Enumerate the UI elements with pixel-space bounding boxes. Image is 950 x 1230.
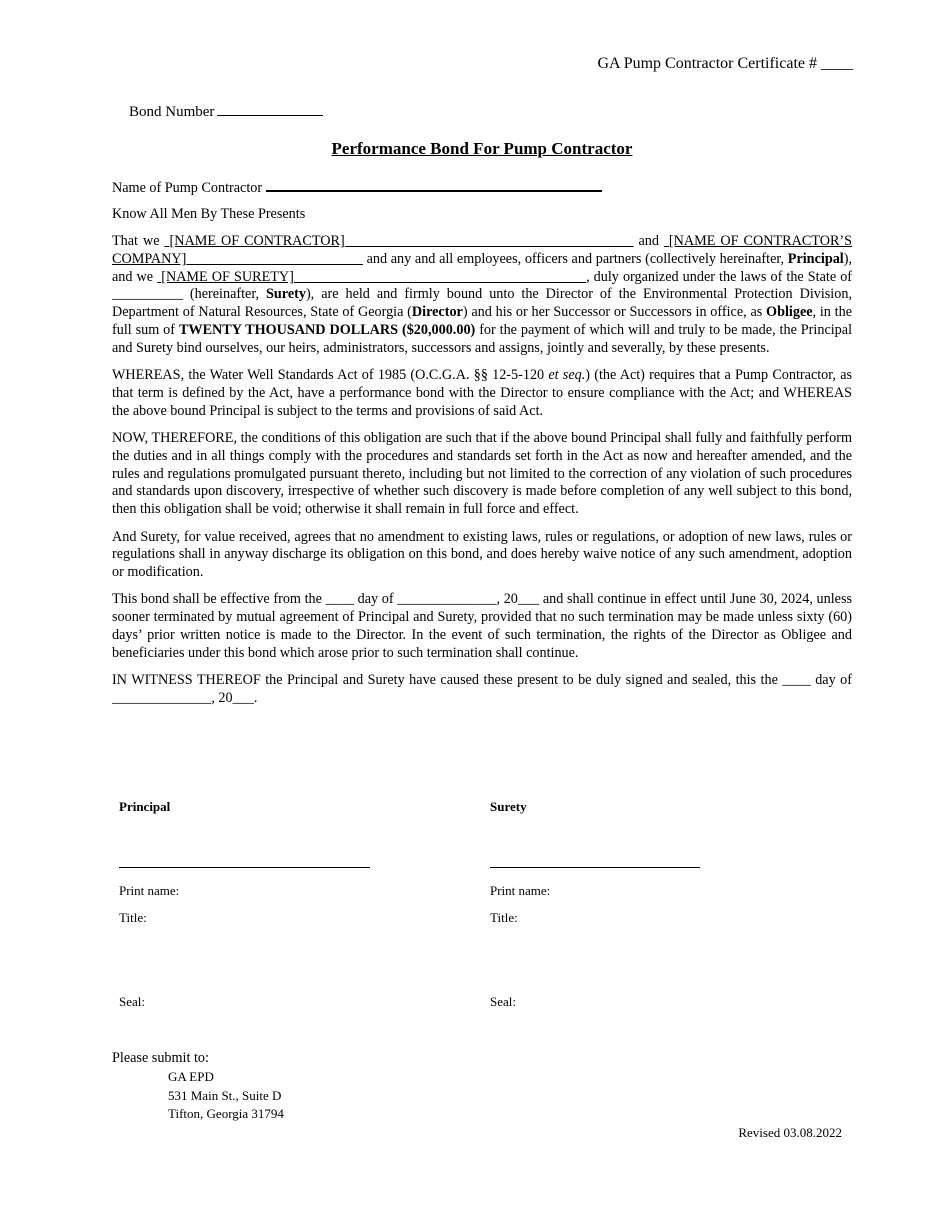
- company-placeholder: [NAME OF CONTRACTOR’S COMPANY]: [112, 233, 853, 267]
- contractor-name-field[interactable]: [266, 178, 602, 192]
- principal-heading: Principal: [119, 799, 171, 814]
- contractor-name-label: Name of Pump Contractor: [112, 180, 263, 196]
- paragraph-witness: IN WITNESS THEREOF the Principal and Surety have caused these present to be duly signed and sealed, this the ____ day of ______________, 20___.: [112, 672, 852, 706]
- surety-placeholder: [NAME OF SURETY]: [161, 268, 294, 285]
- address-line-1: GA EPD: [168, 1069, 214, 1084]
- address-line-2: 531 Main St., Suite D: [168, 1087, 282, 1103]
- paragraph-effective: This bond shall be effective from the ____ day of ______________, 20___ and shall continue in effect until June 30, 2024, unless sooner terminated by mutual agreement of Principal and Surety, provided that no such termination may be made unless sixty (60) days’ prior written notice is made to the Director. In the event of such termination, the rights of the Director as Obligee and beneficiaries under this bond which arose prior to such termination shall continue.: [112, 591, 852, 661]
- paragraph-conditions: NOW, THEREFORE, the conditions of this obligation are such that if the above bound Principal shall fully and faithfully perform the duties and in all things comply with the procedures and standards set forth in the Act as now and hereafter amended, and the rules and regulations promulgated pursuant thereto, including but not limited to the correction of any violation of such procedures and standards upon discovery, irrespective of whether such discovery is made before completion of any well subject to this bond, then this obligation shall be void; otherwise it shall remain in full force and effect.: [112, 430, 852, 518]
- submit-label: Please submit to:: [112, 1050, 209, 1066]
- surety-signature-line[interactable]: [490, 867, 700, 868]
- submit-address: [168, 1068, 284, 1124]
- certificate-number: GA Pump Contractor Certificate # ____: [597, 55, 853, 72]
- bond-number-label: Bond Number: [129, 104, 215, 120]
- principal-signature-line[interactable]: [119, 867, 370, 868]
- know-all-men: Know All Men By These Presents: [112, 205, 306, 222]
- contractor-placeholder: [NAME OF CONTRACTOR]: [169, 233, 345, 250]
- paragraph-parties: That we [NAME OF CONTRACTOR] and [NAME OF CONTRACTOR’S COMPANY] and any and all employees, officers and partners (collectively hereinafter, Principal), and we [NAME OF SURETY] , duly organized under the laws of the State of __________ (hereinafter, Surety), are held and firmly bound unto the Director of the Environmental Protection Division, Department of Natural Resources, State of Georgia (Director) and his or her Successor or Successors in office, as Obligee, in the full sum of TWENTY THOUSAND DOLLARS ($20,000.00) for the payment of which will and truly to be made, the Principal and Surety bind ourselves, our heirs, administrators, successors and assigns, jointly and severally, by these presents.: [112, 233, 853, 356]
- principal-print-name: Print name:: [119, 883, 180, 898]
- paragraph-whereas: WHEREAS, the Water Well Standards Act of 1985 (O.C.G.A. §§ 12-5-120 et seq.) (the Act) requires that a Pump Contractor, as that term is defined by the Act, have a performance bond with the Director to ensure compliance with the Act; and WHEREAS the above bound Principal is subject to the terms and provisions of said Act.: [112, 367, 853, 419]
- principal-seal: Seal:: [119, 994, 145, 1009]
- surety-title: Title:: [490, 910, 518, 925]
- revised-date: Revised 03.08.2022: [738, 1125, 842, 1140]
- contractor-name-line: [112, 178, 852, 198]
- surety-print-name: Print name:: [490, 883, 551, 898]
- bond-body: [112, 178, 852, 717]
- bond-number-field[interactable]: [217, 101, 323, 116]
- surety-seal: Seal:: [490, 994, 516, 1009]
- address-line-3: Tifton, Georgia 31794: [168, 1106, 284, 1121]
- page-title: Performance Bond For Pump Contractor: [331, 139, 633, 158]
- surety-heading: Surety: [490, 799, 527, 814]
- paragraph-amendment: And Surety, for value received, agrees that no amendment to existing laws, rules or regulations, or adoption of new laws, rules or regulations shall in anyway discharge its obligation on this bond, and does hereby waive notice of any such amendment, adoption or modification.: [112, 528, 852, 581]
- principal-title: Title:: [119, 910, 147, 925]
- bond-number: [129, 101, 323, 121]
